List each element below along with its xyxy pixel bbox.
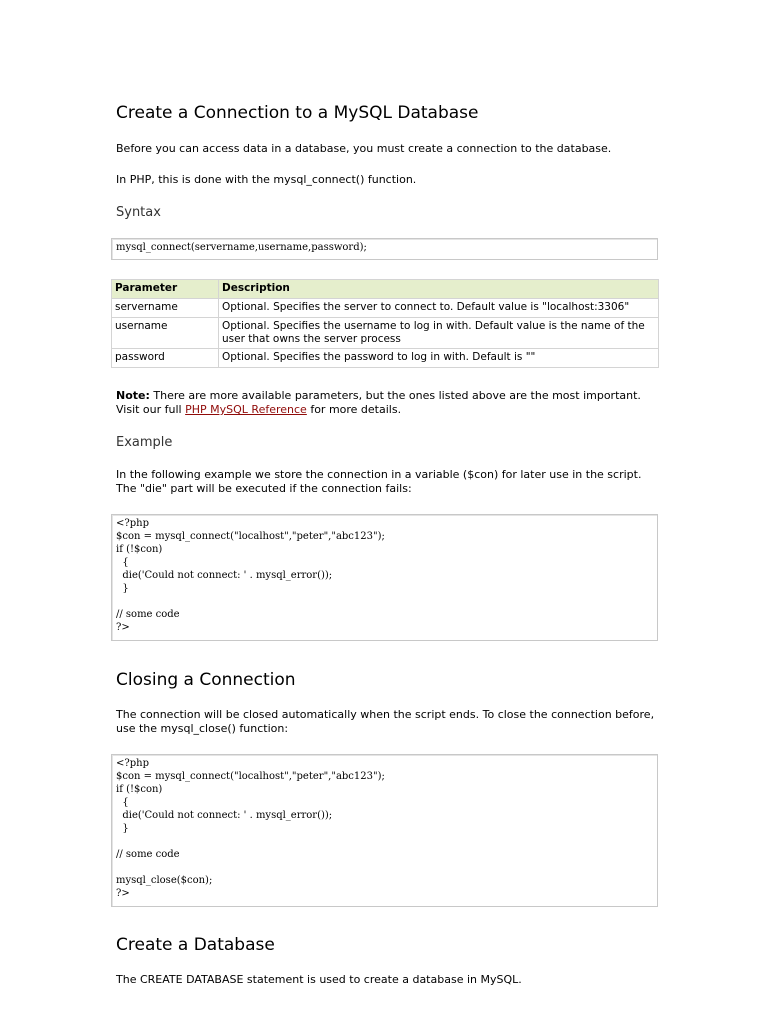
closing-code-block: <?php $con = mysql_connect("localhost","peter","abc123"); if (!$con) { die('Could not connect: ' . mysql_error()); } // some code mysql_close($con); ?> <box>111 754 658 907</box>
note-text-after: for more details. <box>306 403 402 416</box>
note-text: There are more available parameters, but the ones listed above are the most important. Visit our full <box>116 389 641 416</box>
syntax-code-block: mysql_connect(servername,username,password); <box>111 238 658 260</box>
table-row <box>112 349 659 368</box>
example-heading: Example <box>116 435 173 450</box>
php-function-paragraph: In PHP, this is done with the mysql_connect() function. <box>116 173 417 186</box>
note-paragraph <box>116 389 661 417</box>
parameters-table <box>111 279 659 368</box>
table-cell-parameter: servername <box>112 299 219 318</box>
section-title-create-database: Create a Database <box>116 935 275 955</box>
create-database-paragraph: The CREATE DATABASE statement is used to create a database in MySQL. <box>116 973 522 986</box>
example-code-block: <?php $con = mysql_connect("localhost","peter","abc123"); if (!$con) { die('Could not connect: ' . mysql_error()); } // some code ?> <box>111 514 658 641</box>
table-cell-parameter: password <box>112 349 219 368</box>
table-header-parameter: Parameter <box>112 280 219 299</box>
syntax-heading: Syntax <box>116 205 161 220</box>
intro-paragraph: Before you can access data in a database, you must create a connection to the database. <box>116 142 612 155</box>
closing-paragraph: The connection will be closed automatically when the script ends. To close the connection before, use the mysql_close() function: <box>116 708 655 735</box>
table-cell-description: Optional. Specifies the username to log in with. Default value is the name of the user that owns the server process <box>219 318 659 349</box>
table-header-row <box>112 280 659 299</box>
table-header-description: Description <box>219 280 659 299</box>
table-row <box>112 299 659 318</box>
note-label: Note: <box>116 389 150 402</box>
table-cell-description: Optional. Specifies the server to connect to. Default value is "localhost:3306" <box>219 299 659 318</box>
section-title-create-connection: Create a Connection to a MySQL Database <box>116 103 479 123</box>
php-mysql-reference-link[interactable]: PHP MySQL Reference <box>185 403 307 416</box>
section-title-closing-connection: Closing a Connection <box>116 670 296 690</box>
table-cell-parameter: username <box>112 318 219 349</box>
example-paragraph: In the following example we store the connection in a variable ($con) for later use in the script. The "die" part will be executed if the connection fails: <box>116 468 642 495</box>
table-row <box>112 318 659 349</box>
table-cell-description: Optional. Specifies the password to log in with. Default is "" <box>219 349 659 368</box>
